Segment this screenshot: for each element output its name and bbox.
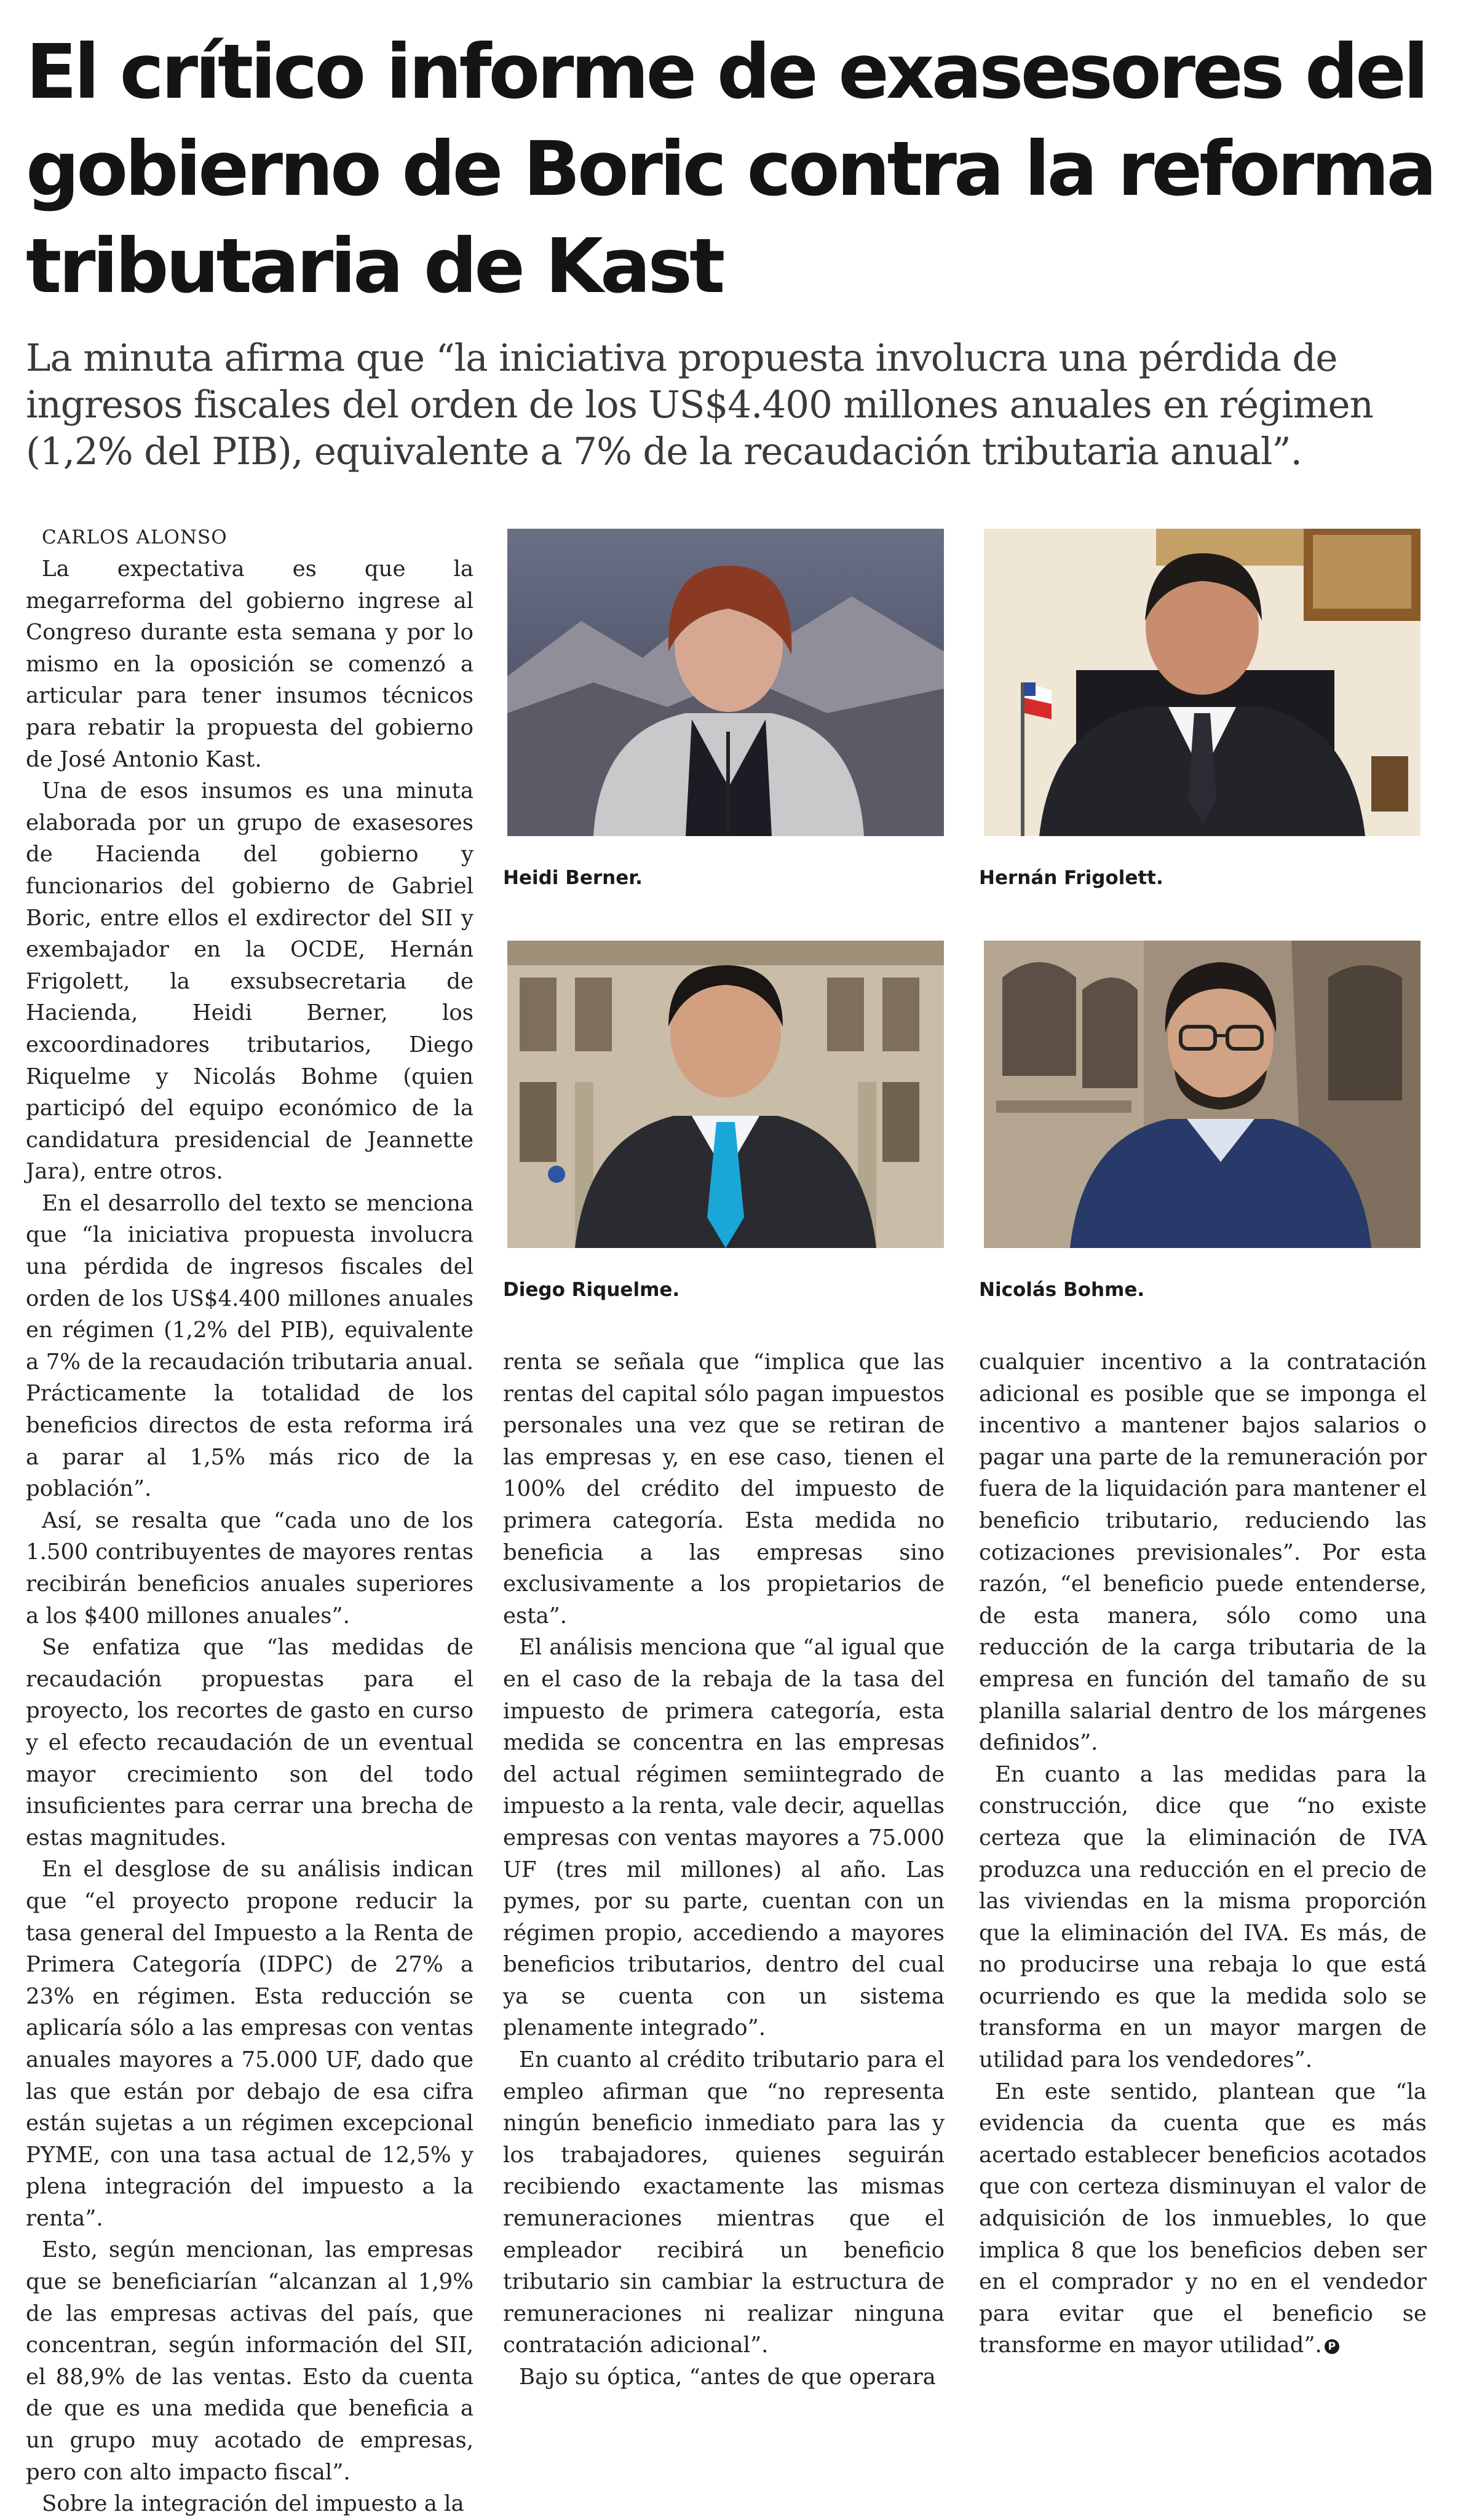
paragraph-text: En este sentido, plantean que “la evidencia da cuenta que es más acertado establecer beneficios acotados que con certeza disminuyan el valor de adquisición de los inmuebles, lo que implica 8 que los beneficios deben ser en el comprador y no en el vendedor para evitar que el beneficio se transforme en mayor utilidad”. xyxy=(979,2079,1427,2358)
paragraph: Una de esos insumos es una minuta elaborada por un grupo de exasesores de Hacienda del gobierno y funcionarios del gobierno de Gabriel Boric, entre ellos el exdirector del SII y exembajador en la OCDE, Hernán Frigolett, la exsubsecretaria de Hacienda, Heidi Berner, los excoordinadores tributarios, Diego Riquelme y Nicolás Bohme (quien participó del equipo económico de la candidatura presidencial de Jeannette Jara), entre otros. xyxy=(26,778,473,1185)
paragraph: La expectativa es que la megarreforma del gobierno ingrese al Congreso durante esta semana y por lo mismo en la oposición se comenzó a articular para tener insumos técnicos para rebatir la propuesta del gobierno de José Antonio Kast. xyxy=(26,556,473,772)
article-column-3 xyxy=(979,1346,1427,2361)
paragraph: Sobre la integración del impuesto a la xyxy=(42,2491,464,2517)
portrait-image xyxy=(507,941,944,1248)
article-column-1 xyxy=(26,521,473,2520)
photo-caption: Hernán Frigolett. xyxy=(979,867,1163,889)
photo-hernan-frigolett xyxy=(984,529,1420,836)
paragraph: renta se señala que “implica que las rentas del capital sólo pagan impuestos personales una vez que se retiran de las empresas y, en ese caso, tienen el 100% del crédito del impuesto de primera categoría. Esta medida no beneficia a las empresas sino exclusivamente a los propietarios de esta”. xyxy=(503,1349,945,1629)
photo-caption: Nicolás Bohme. xyxy=(979,1279,1145,1301)
paragraph: Bajo su óptica, “antes de que operara xyxy=(519,2364,936,2390)
paragraph: En cuanto al crédito tributario para el empleo afirman que “no representa ningún beneficio inmediato para las y los trabajadores, quienes seguirán recibiendo exactamente las mismas remuneraciones mientras que el empleador recibirá un beneficio tributario sin cambiar la estructura de remuneraciones ni realizar ninguna contratación adicional”. xyxy=(503,2047,945,2358)
photo-nicolas-bohme xyxy=(984,941,1420,1248)
paragraph xyxy=(979,2076,1427,2361)
paragraph: Esto, según mencionan, las empresas que se beneficiarían “alcanzan al 1,9% de las empresas activas del país, que concentran, según información del SII, el 88,9% de las ventas. Esto da cuenta de que es una medida que beneficia a un grupo muy acotado de empresas, pero con alto impacto fiscal”. xyxy=(26,2237,473,2485)
photo-caption: Diego Riquelme. xyxy=(503,1279,680,1301)
paragraph: En cuanto a las medidas para la construcción, dice que “no existe certeza que la eliminación de IVA produzca una reducción en el precio de las viviendas en la misma proporción que la eliminación del IVA. Es más, de no producirse una rebaja lo que está ocurriendo es que la medida solo se transforma en un mayor margen de utilidad para los vendedores”. xyxy=(979,1761,1427,2073)
paragraph: cualquier incentivo a la contratación adicional es posible que se imponga el incentivo a mantener bajos salarios o pagar una parte de la remuneración por fuera de la liquidación para mantener el beneficio tributario, reduciendo las cotizaciones previsionales”. Por esta razón, “el beneficio puede entenderse, de esta manera, sólo como una reducción de la carga tributaria de la empresa en función del tamaño de su planilla salarial dentro de los márgenes definidos”. xyxy=(979,1349,1427,1756)
paragraph: En el desarrollo del texto se menciona que “la iniciativa propuesta involucra una pérdida de ingresos fiscales del orden de los US$4.400 millones anuales en régimen (1,2% del PIB), equivalente a 7% de la recaudación tributaria anual. Prácticamente la totalidad de los beneficios directos de esta reforma irá a parar al 1,5% más rico de la población”. xyxy=(26,1190,473,1502)
paragraph: Así, se resalta que “cada uno de los 1.500 contribuyentes de mayores rentas recibirán beneficios anuales superiores a los $400 millones anuales”. xyxy=(26,1507,473,1629)
end-mark-icon: P xyxy=(1325,2339,1339,2354)
photo-heidi-berner xyxy=(507,529,944,836)
article-column-2 xyxy=(503,1346,945,2393)
portrait-image xyxy=(984,529,1420,836)
portrait-image xyxy=(984,941,1420,1248)
byline: CARLOS ALONSO xyxy=(42,526,228,548)
paragraph: El análisis menciona que “al igual que en el caso de la rebaja de la tasa del impuesto de primera categoría, esta medida se concentra en las empresas del actual régimen semiintegrado de impuesto a la renta, vale decir, aquellas empresas con ventas mayores a 75.000 UF (tres mil millones) al año. Las pymes, por su parte, cuentan con un régimen propio, accediendo a mayores beneficios tributarios, dentro del cual ya se cuenta con un sistema plenamente integrado”. xyxy=(503,1635,945,2041)
photo-diego-riquelme xyxy=(507,941,944,1248)
photo-caption: Heidi Berner. xyxy=(503,867,643,889)
portrait-image xyxy=(507,529,944,836)
lead-paragraph: La minuta afirma que “la iniciativa propuesta involucra una pérdida de ingresos fiscales del orden de los US$4.400 millones anuales en régimen (1,2% del PIB), equivalente a 7% de la recaudación tributaria anual”. xyxy=(26,336,1373,473)
paragraph: Se enfatiza que “las medidas de recaudación propuestas para el proyecto, los recortes de gasto en curso y el efecto recaudación de un eventual mayor crecimiento son del todo insuficientes para cerrar una brecha de estas magnitudes. xyxy=(26,1635,473,1851)
headline: El crítico informe de exasesores del gobierno de Boric contra la reforma tributaria de Kast xyxy=(26,28,1434,310)
paragraph: En el desglose de su análisis indican que “el proyecto propone reducir la tasa general del Impuesto a la Renta de Primera Categoría (IDPC) de 27% a 23% en régimen. Esta reducción se aplicaría sólo a las empresas con ventas anuales mayores a 75.000 UF, dado que las que están por debajo de esa cifra están sujetas a un régimen excepcional PYME, con una tasa actual de 12,5% y plena integración del impuesto a la renta”. xyxy=(26,1857,473,2231)
